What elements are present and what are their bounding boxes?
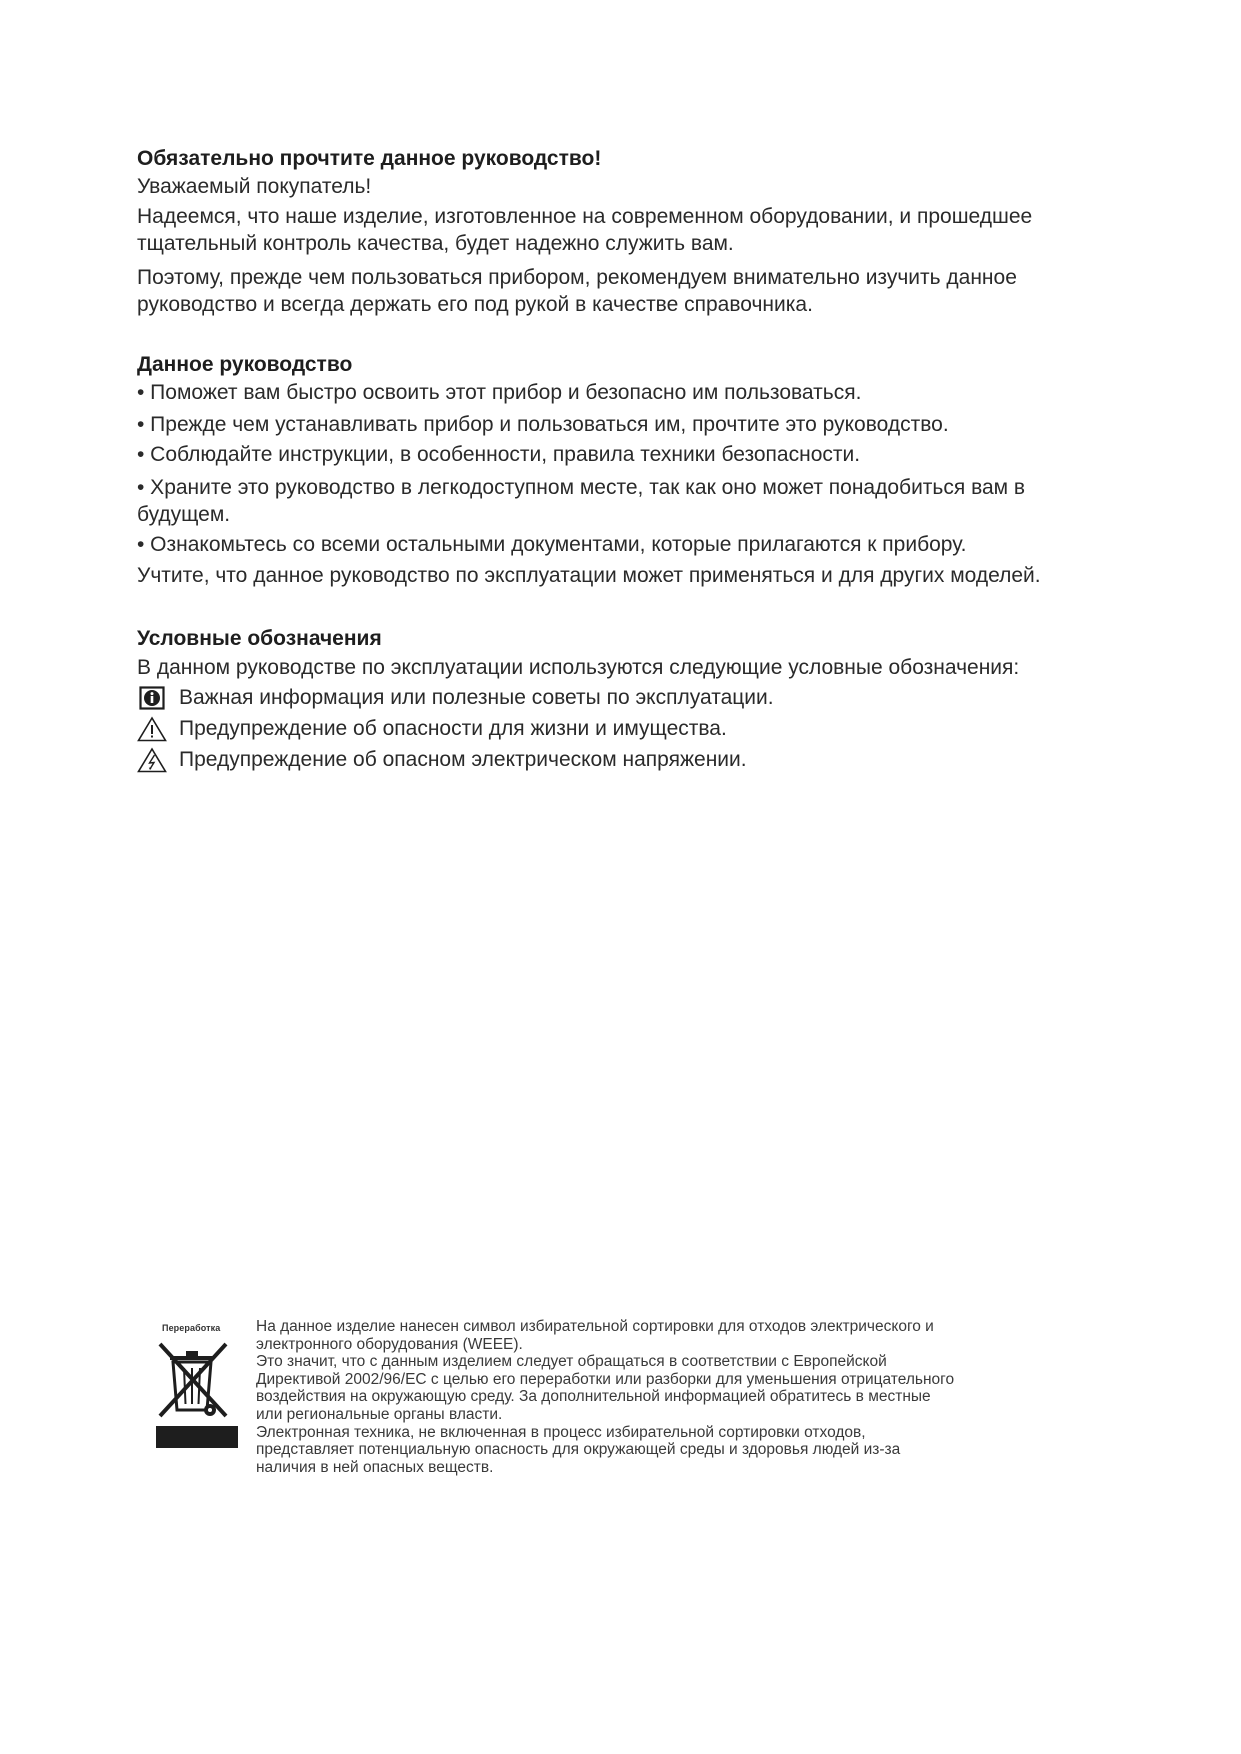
weee-line: Директивой 2002/96/ЕС с целью его переработки или разборки для уменьшения отрицательного <box>256 1370 955 1388</box>
info-icon <box>137 684 167 712</box>
symbol-text-electric: Предупреждение об опасном электрическом напряжении. <box>179 748 747 771</box>
manual-bullet-2: • Прежде чем устанавливать прибор и пользоваться им, прочтите это руководство. <box>137 413 949 436</box>
greeting: Уважаемый покупатель! <box>137 175 372 198</box>
weee-line: Это значит, что с данным изделием следует обращаться в соответствии с Европейской <box>256 1353 887 1371</box>
weee-notice <box>156 1318 1086 1493</box>
symbol-row-electric <box>137 744 1127 775</box>
weee-line: наличия в ней опасных веществ. <box>256 1458 494 1476</box>
document-content <box>137 145 1127 775</box>
intro-paragraph-2-line-2: руководство и всегда держать его под рукой в качестве справочника. <box>137 293 813 316</box>
weee-line: Электронная техника, не включенная в процесс избирательной сортировки отходов, <box>256 1423 866 1441</box>
symbol-text-warning: Предупреждение об опасности для жизни и имущества. <box>179 717 727 740</box>
manual-bullet-4-line-2: будущем. <box>137 503 231 526</box>
weee-line: или региональные органы власти. <box>256 1405 503 1423</box>
weee-line: На данное изделие нанесен символ избирательной сортировки для отходов электрического и <box>256 1318 934 1335</box>
weee-line: электронного оборудования (WEEE). <box>256 1335 523 1353</box>
intro-paragraph-2-line-1: Поэтому, прежде чем пользоваться прибором, рекомендуем внимательно изучить данное <box>137 266 1017 289</box>
manual-bullet-3: • Соблюдайте инструкции, в особенности, правила техники безопасности. <box>137 443 861 466</box>
warning-triangle-icon <box>137 715 167 743</box>
weee-line: воздействия на окружающую среду. За дополнительной информацией обратитесь в местные <box>256 1388 931 1406</box>
crossed-out-wheelie-bin-icon <box>156 1340 238 1450</box>
manual-bullet-4-line-1: • Храните это руководство в легкодоступном месте, так как оно может понадобиться вам в <box>137 476 1026 499</box>
intro-heading: Обязательно прочтите данное руководство! <box>137 147 602 170</box>
intro-paragraph-1-line-2: тщательный контроль качества, будет надежно служить вам. <box>137 232 734 255</box>
symbol-row-info <box>137 682 1127 713</box>
symbol-text-info: Важная информация или полезные советы по эксплуатации. <box>179 686 774 709</box>
manual-note: Учтите, что данное руководство по эксплуатации может применяться и для других моделей. <box>137 564 1041 587</box>
electric-hazard-icon <box>137 746 167 774</box>
weee-line: представляет потенциальную опасность для окружающей среды и здоровья людей из-за <box>256 1441 901 1459</box>
manual-heading: Данное руководство <box>137 353 353 376</box>
weee-label: Переработка <box>162 1323 221 1333</box>
manual-bullet-1: • Поможет вам быстро освоить этот прибор и безопасно им пользоваться. <box>137 381 862 404</box>
manual-bullet-5: • Ознакомьтесь со всеми остальными документами, которые прилагаются к прибору. <box>137 533 967 556</box>
weee-text <box>256 1318 1076 1476</box>
intro-paragraph-1-line-1: Надеемся, что наше изделие, изготовленное на современном оборудовании, и прошедшее <box>137 205 1033 228</box>
symbols-heading: Условные обозначения <box>137 627 382 650</box>
symbols-intro: В данном руководстве по эксплуатации используются следующие условные обозначения: <box>137 656 1020 679</box>
symbol-row-warning <box>137 713 1127 744</box>
